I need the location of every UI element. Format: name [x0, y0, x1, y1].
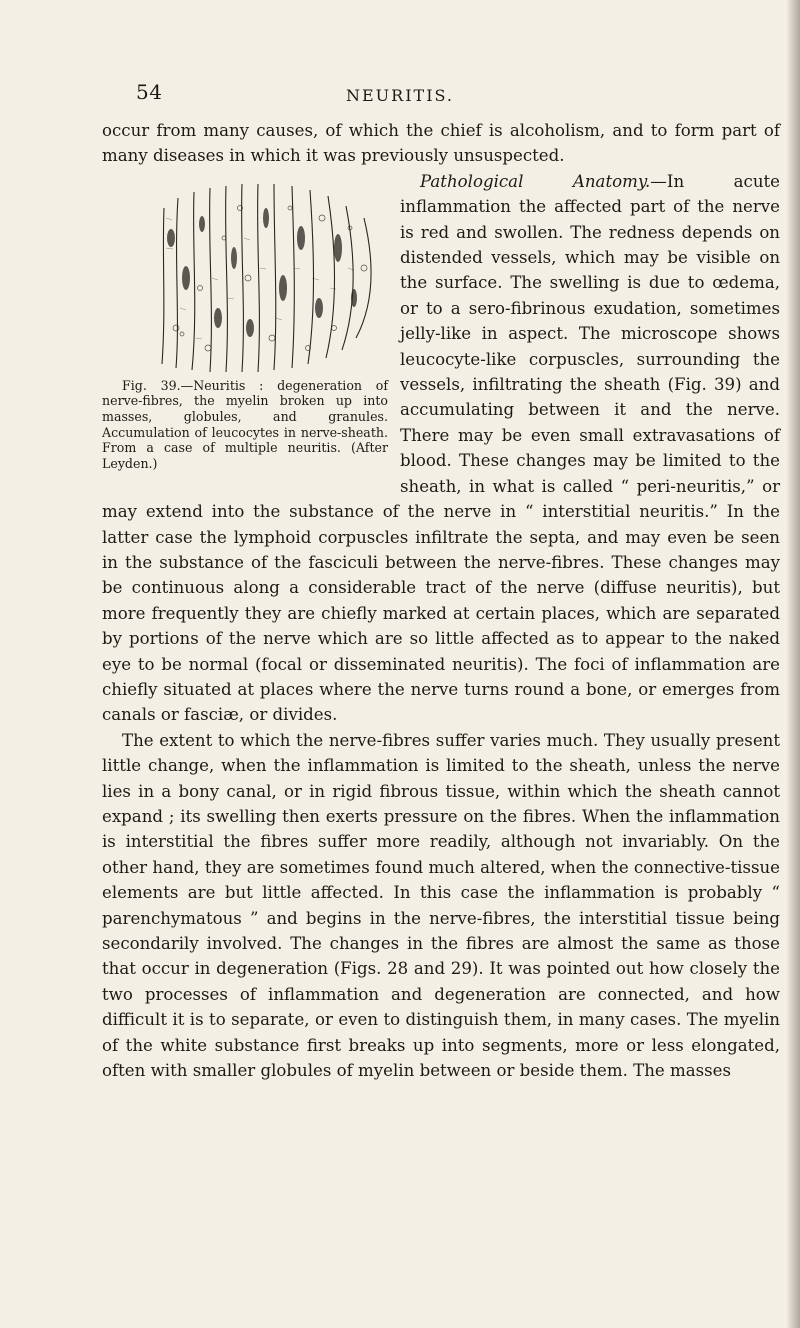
running-title: NEURITIS. [346, 86, 454, 105]
figure-39 [102, 178, 388, 472]
paragraph-nerve-fibres: The extent to which the nerve-fibres suffer varies much. They usually present little change, when the inflammation is limited to the sheath, unless the nerve lies in a bony canal, or in rigid fibrous tissue, within which the sheath cannot expand ; its swelling then exerts pressure on the fibres. When the inflammation is interstitial the fibres suffer more readily, although not invariably. On the other hand, they are sometimes found much altered, when the connective-tissue elements are but little affected. In this case the inflammation is probably “ parenchymatous ” and begins in the nerve-fibres, the interstitial tissue being secondarily involved. The changes in the fibres are almost the same as those that occur in degeneration (Figs. 28 and 29). It was pointed out how closely the two processes of inflammation and degeneration are connected, and how difficult it is to separate, or even to distinguish them, in many cases. The myelin of the white substance first breaks up into segments, more or less elongated, often with smaller globules of myelin between or beside them. The masses [102, 730, 780, 1081]
paragraph-pathological-anatomy-text: —In acute inflammation the affected part of the nerve is red and swollen. The redness depends on distended vessels, which may be visible on the surface. The swelling is due to œdema, or to a sero-fibrinous exudation, sometimes jelly-like in aspect. The microscope shows leucocyte-like corpuscles, surrounding the vessels, infiltrating the sheath (Fig. 39) and accumulating between it and the nerve. There may be even small extravasations of blood. These changes may be limited to the sheath, in what is called “ peri-neuritis,” or may extend into the substance of the nerve in “ interstitial neuritis.” In the latter case the lymphoid corpuscles infiltrate the septa, and may even be seen in the substance of the fasciculi between the nerve-fibres. These changes may be continuous along a considerable tract of the nerve (diffuse neuritis), but more frequently they are chiefly marked at certain places, which are separated by portions of the nerve which are so little affected as to appear to the naked eye to be normal (focal or disseminated neuritis). The foci of inflammation are chiefly situated at places where the nerve turns round a bone, or emerges from canals or fasciæ, or divides. [102, 171, 780, 725]
page-number: 54 [136, 80, 163, 104]
nerve-fibre-illustration [152, 178, 388, 374]
paragraph-pathological-anatomy [102, 169, 780, 728]
section-heading: Pathological Anatomy. [420, 171, 651, 191]
paragraph-intro: occur from many causes, of which the chief is alcoholism, and to form part of many diseases in which it was previously unsuspected. [102, 121, 780, 166]
page-edge-shadow [786, 0, 800, 1328]
body-text [102, 118, 780, 1083]
figure-caption: Fig. 39.—Neuritis : degeneration of nerve-fibres, the myelin broken up into masses, globules, and granules. Accumulation of leucocytes in nerve-sheath. From a case of multiple neuritis. (After Leyden.) [102, 377, 388, 471]
